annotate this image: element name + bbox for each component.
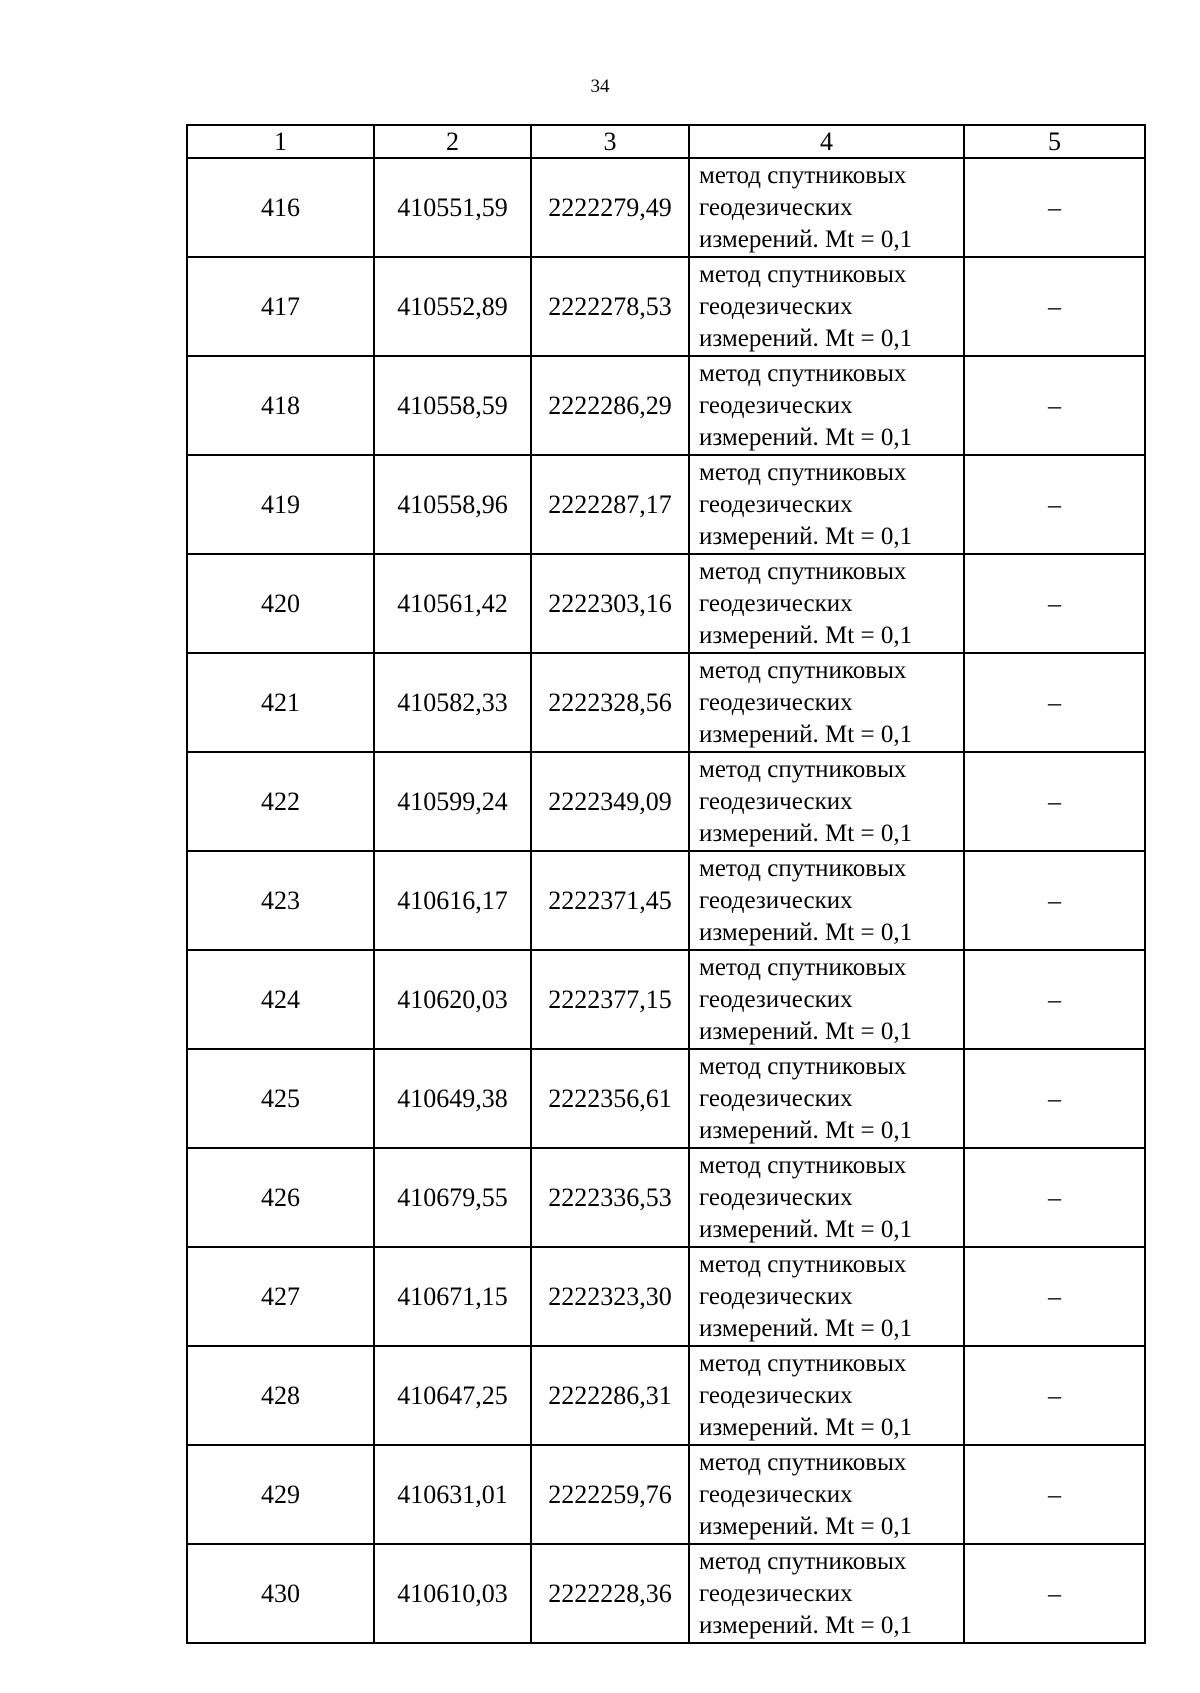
y-coordinate-cell: 2222286,31	[531, 1346, 689, 1445]
method-line: метод спутниковых	[699, 1052, 907, 1080]
method-line: измерений. Mt = 0,1	[699, 1413, 913, 1441]
method-line: измерений. Mt = 0,1	[699, 1611, 913, 1639]
method-line: метод спутниковых	[699, 1151, 907, 1179]
method-line: геодезических	[699, 193, 853, 221]
x-coordinate-cell: 410631,01	[374, 1445, 531, 1544]
method-cell	[689, 1049, 964, 1148]
x-coordinate-cell: 410552,89	[374, 257, 531, 356]
method-cell	[689, 1346, 964, 1445]
header-col-5: 5	[964, 125, 1145, 158]
method-line: измерений. Mt = 0,1	[699, 621, 913, 649]
method-line: метод спутниковых	[699, 1250, 907, 1278]
table-row	[187, 356, 1145, 455]
point-number-cell: 428	[187, 1346, 374, 1445]
method-line: геодезических	[699, 985, 853, 1013]
header-col-4: 4	[689, 125, 964, 158]
method-line: метод спутниковых	[699, 1448, 907, 1476]
y-coordinate-cell: 2222328,56	[531, 653, 689, 752]
method-line: метод спутниковых	[699, 557, 907, 585]
note-cell: –	[964, 1148, 1145, 1247]
method-line: измерений. Mt = 0,1	[699, 1116, 913, 1144]
point-number-cell: 424	[187, 950, 374, 1049]
x-coordinate-cell: 410616,17	[374, 851, 531, 950]
method-line: геодезических	[699, 787, 853, 815]
x-coordinate-cell: 410647,25	[374, 1346, 531, 1445]
y-coordinate-cell: 2222377,15	[531, 950, 689, 1049]
table-row	[187, 554, 1145, 653]
x-coordinate-cell: 410671,15	[374, 1247, 531, 1346]
x-coordinate-cell: 410679,55	[374, 1148, 531, 1247]
note-cell: –	[964, 653, 1145, 752]
y-coordinate-cell: 2222371,45	[531, 851, 689, 950]
method-line: метод спутниковых	[699, 1349, 907, 1377]
x-coordinate-cell: 410610,03	[374, 1544, 531, 1643]
header-row	[187, 125, 1145, 158]
note-cell: –	[964, 554, 1145, 653]
table-row	[187, 1148, 1145, 1247]
method-line: измерений. Mt = 0,1	[699, 918, 913, 946]
x-coordinate-cell: 410582,33	[374, 653, 531, 752]
x-coordinate-cell: 410649,38	[374, 1049, 531, 1148]
method-line: геодезических	[699, 391, 853, 419]
table-header	[187, 125, 1145, 158]
method-line: измерений. Mt = 0,1	[699, 324, 913, 352]
method-line: метод спутниковых	[699, 1547, 907, 1575]
method-cell	[689, 257, 964, 356]
note-cell: –	[964, 752, 1145, 851]
point-number-cell: 419	[187, 455, 374, 554]
table-row	[187, 257, 1145, 356]
method-line: геодезических	[699, 1084, 853, 1112]
header-col-1: 1	[187, 125, 374, 158]
method-line: измерений. Mt = 0,1	[699, 1017, 913, 1045]
x-coordinate-cell: 410620,03	[374, 950, 531, 1049]
method-line: метод спутниковых	[699, 161, 907, 189]
table-row	[187, 653, 1145, 752]
point-number-cell: 420	[187, 554, 374, 653]
x-coordinate-cell: 410551,59	[374, 158, 531, 257]
point-number-cell: 425	[187, 1049, 374, 1148]
method-line: геодезических	[699, 1480, 853, 1508]
note-cell: –	[964, 158, 1145, 257]
table-body	[187, 158, 1145, 1643]
table-row	[187, 950, 1145, 1049]
method-line: метод спутниковых	[699, 953, 907, 981]
method-cell	[689, 1148, 964, 1247]
method-line: геодезических	[699, 1579, 853, 1607]
table-row	[187, 1346, 1145, 1445]
y-coordinate-cell: 2222303,16	[531, 554, 689, 653]
method-line: метод спутниковых	[699, 260, 907, 288]
point-number-cell: 421	[187, 653, 374, 752]
method-line: измерений. Mt = 0,1	[699, 522, 913, 550]
method-line: геодезических	[699, 490, 853, 518]
y-coordinate-cell: 2222228,36	[531, 1544, 689, 1643]
note-cell: –	[964, 1544, 1145, 1643]
method-cell	[689, 1247, 964, 1346]
note-cell: –	[964, 356, 1145, 455]
method-line: геодезических	[699, 886, 853, 914]
y-coordinate-cell: 2222356,61	[531, 1049, 689, 1148]
y-coordinate-cell: 2222336,53	[531, 1148, 689, 1247]
note-cell: –	[964, 455, 1145, 554]
header-col-3: 3	[531, 125, 689, 158]
method-cell	[689, 455, 964, 554]
point-number-cell: 426	[187, 1148, 374, 1247]
point-number-cell: 430	[187, 1544, 374, 1643]
x-coordinate-cell: 410558,96	[374, 455, 531, 554]
note-cell: –	[964, 1247, 1145, 1346]
point-number-cell: 416	[187, 158, 374, 257]
y-coordinate-cell: 2222287,17	[531, 455, 689, 554]
table-row	[187, 1247, 1145, 1346]
table-row	[187, 851, 1145, 950]
note-cell: –	[964, 1346, 1145, 1445]
method-line: метод спутниковых	[699, 458, 907, 486]
method-line: геодезических	[699, 292, 853, 320]
method-line: измерений. Mt = 0,1	[699, 1215, 913, 1243]
method-line: метод спутниковых	[699, 656, 907, 684]
point-number-cell: 418	[187, 356, 374, 455]
table-row	[187, 1544, 1145, 1643]
x-coordinate-cell: 410561,42	[374, 554, 531, 653]
method-line: измерений. Mt = 0,1	[699, 423, 913, 451]
header-col-2: 2	[374, 125, 531, 158]
note-cell: –	[964, 851, 1145, 950]
table-row	[187, 752, 1145, 851]
y-coordinate-cell: 2222278,53	[531, 257, 689, 356]
table-row	[187, 1445, 1145, 1544]
point-number-cell: 417	[187, 257, 374, 356]
method-line: измерений. Mt = 0,1	[699, 720, 913, 748]
coordinates-table	[186, 124, 1146, 1644]
table-row	[187, 1049, 1145, 1148]
method-line: геодезических	[699, 1282, 853, 1310]
method-line: метод спутниковых	[699, 854, 907, 882]
x-coordinate-cell: 410599,24	[374, 752, 531, 851]
method-line: метод спутниковых	[699, 359, 907, 387]
y-coordinate-cell: 2222259,76	[531, 1445, 689, 1544]
point-number-cell: 429	[187, 1445, 374, 1544]
method-cell	[689, 1544, 964, 1643]
page-number: 34	[590, 76, 610, 97]
point-number-cell: 427	[187, 1247, 374, 1346]
method-line: геодезических	[699, 1381, 853, 1409]
method-line: измерений. Mt = 0,1	[699, 225, 913, 253]
method-line: геодезических	[699, 688, 853, 716]
note-cell: –	[964, 257, 1145, 356]
method-cell	[689, 1445, 964, 1544]
note-cell: –	[964, 1445, 1145, 1544]
method-cell	[689, 752, 964, 851]
point-number-cell: 422	[187, 752, 374, 851]
table-row	[187, 158, 1145, 257]
method-line: геодезических	[699, 589, 853, 617]
y-coordinate-cell: 2222349,09	[531, 752, 689, 851]
point-number-cell: 423	[187, 851, 374, 950]
method-cell	[689, 554, 964, 653]
method-line: геодезических	[699, 1183, 853, 1211]
method-cell	[689, 356, 964, 455]
note-cell: –	[964, 1049, 1145, 1148]
y-coordinate-cell: 2222286,29	[531, 356, 689, 455]
table-row	[187, 455, 1145, 554]
y-coordinate-cell: 2222323,30	[531, 1247, 689, 1346]
method-line: измерений. Mt = 0,1	[699, 1314, 913, 1342]
method-line: метод спутниковых	[699, 755, 907, 783]
method-line: измерений. Mt = 0,1	[699, 1512, 913, 1540]
method-cell	[689, 653, 964, 752]
method-line: измерений. Mt = 0,1	[699, 819, 913, 847]
x-coordinate-cell: 410558,59	[374, 356, 531, 455]
method-cell	[689, 950, 964, 1049]
note-cell: –	[964, 950, 1145, 1049]
method-cell	[689, 851, 964, 950]
y-coordinate-cell: 2222279,49	[531, 158, 689, 257]
method-cell	[689, 158, 964, 257]
